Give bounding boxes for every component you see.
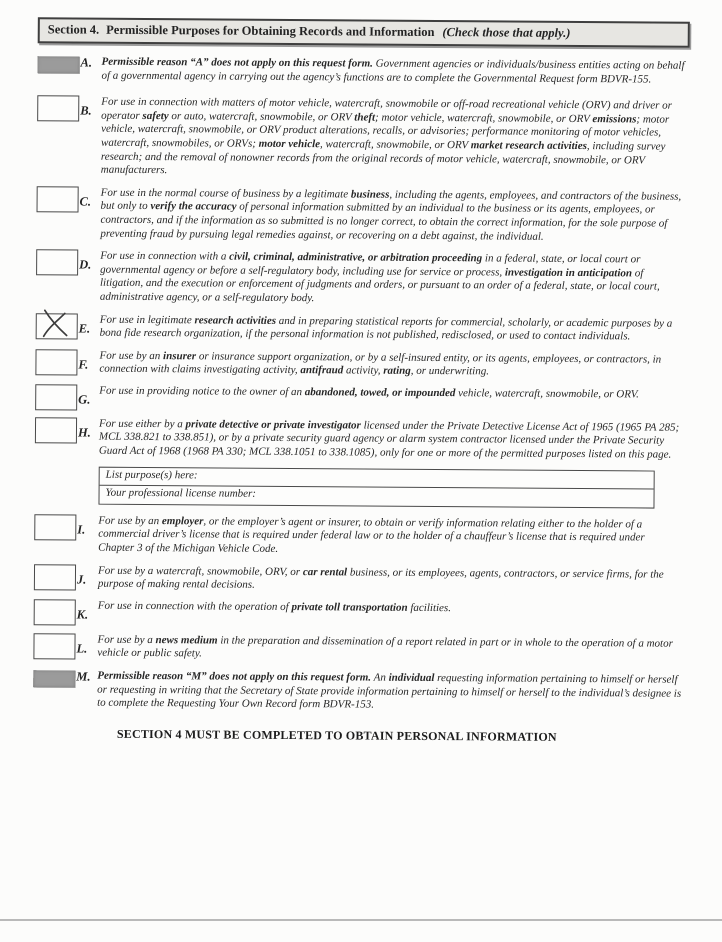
checkbox-a <box>37 56 79 73</box>
item-d-checkbox-col <box>36 249 100 275</box>
item-l-letter: L. <box>76 641 88 656</box>
item-k-checkbox-col <box>34 599 98 625</box>
item-c-checkbox-col <box>37 186 101 212</box>
item-b-text: For use in connection with matters of motor vehicle, watercraft, snowmobile or off-road recreational vehicle (ORV) and driver or operator safety or auto, watercraft, snowmobile, or ORV theft; motor vehicle, watercraft, snowmobile, or ORV emissions; motor vehicle, watercraft, snowmobile, or ORV product alterations, recalls, or advisories; performance monitoring of motor vehicles, watercraft, snowmobiles, or ORVs; motor vehicle, watercraft, snowmobile, or ORV market research activities, including survey research; and the removal of nonowner records from the original records of motor vehicle, watercraft, snowmobile, or ORV manufacturers. <box>100 95 673 177</box>
item-f <box>35 349 683 381</box>
item-j-text: For use by a watercraft, snowmobile, ORV, or car rental business, or its employees, agents, contractors, or service firms, for the purpose of making rental decisions. <box>97 564 664 591</box>
item-f-text: For use by an insurer or insurance support organization, or by a self-insured entity, or its agents, employees, or contractors, in connection with claims investigating activity, antifraud activity, rating, or underwriting. <box>99 349 662 378</box>
section-header <box>38 17 690 48</box>
section-title: Permissible Purposes for Obtaining Records and Information <box>106 22 435 40</box>
item-e-checkbox-col <box>36 313 100 339</box>
checkbox-h[interactable] <box>35 417 77 443</box>
license-number-label: Your professional license number: <box>105 486 257 501</box>
item-f-checkbox-col <box>35 349 99 375</box>
item-h-body <box>98 418 683 509</box>
item-e-letter: E. <box>78 321 91 336</box>
item-g-checkbox-col <box>35 384 99 410</box>
item-k-text: For use in connection with the operation of private toll transportation facilities. <box>97 599 452 614</box>
license-number-input[interactable] <box>99 485 653 507</box>
purpose-box <box>98 466 654 508</box>
section-label: Section 4. <box>47 22 100 37</box>
item-a-checkbox-col <box>37 55 101 73</box>
item-j-checkbox-col <box>34 564 98 590</box>
item-c <box>36 186 684 245</box>
checkbox-l[interactable] <box>33 633 75 659</box>
purpose-input-label: List purpose(s) here: <box>105 468 198 482</box>
item-m-text: Permissible reason “M” does not apply on this request form. An individual requesting information pertaining to himself or herself or requesting in writing that the Secretary of State provide information pertaining to himself or herself to the individual’s designee is to complete the Requesting Your Own Record form BDVR-153. <box>97 669 682 711</box>
item-k <box>34 599 682 630</box>
item-l-checkbox-col <box>33 633 97 659</box>
item-h-letter: H. <box>77 425 91 440</box>
item-b-checkbox-col <box>37 95 101 121</box>
item-j <box>34 564 682 596</box>
checkbox-m <box>33 670 75 687</box>
checkbox-i[interactable] <box>34 514 76 540</box>
item-i-letter: I. <box>77 522 86 537</box>
item-a <box>37 55 685 87</box>
item-b <box>37 95 686 181</box>
item-h-text: For use either by a private detective or private investigator licensed under the Private Detective License Act of 1965 (1965 PA 285; MCL 338.821 to 338.851), or by a private security guard agency or alarm system contractor licensed under the Private Security Guard Act of 1968 (1968 PA 330; MCL 338.1051 to 338.1085), only for one or more of the permitted purposes listed on this page. <box>98 417 680 461</box>
item-m-letter: M. <box>76 669 91 684</box>
checkbox-g[interactable] <box>35 384 77 410</box>
item-l-text: For use by a news medium in the preparation and dissemination of a report related in part or in whole to the operation of a motor vehicle or public safety. <box>97 633 673 660</box>
item-d <box>36 249 684 308</box>
checkbox-b[interactable] <box>37 95 79 121</box>
checkbox-f[interactable] <box>35 349 77 375</box>
checkbox-d[interactable] <box>36 249 78 275</box>
item-g-text: For use in providing notice to the owner of an abandoned, towed, or impounded vehicle, watercraft, snowmobile, or ORV. <box>99 384 639 401</box>
item-e <box>36 313 684 345</box>
item-i <box>34 514 682 559</box>
footer-notice: SECTION 4 MUST BE COMPLETED TO OBTAIN PERSONAL INFORMATION <box>116 726 557 744</box>
item-g-letter: G. <box>78 392 91 407</box>
checkbox-e[interactable] <box>36 313 78 339</box>
handwritten-x-mark-icon <box>37 314 75 336</box>
item-d-letter: D. <box>79 257 92 272</box>
checkbox-j[interactable] <box>34 564 76 590</box>
checkbox-k[interactable] <box>34 599 76 625</box>
item-m-checkbox-col <box>33 669 97 687</box>
item-c-text: For use in the normal course of business by a legitimate business, including the agents, employees, and contractors of the business, but only to verify the accuracy of personal information submitted by an individual to the business or its agents, employees, or contractors, and if the information as so submitted is no longer correct, to obtain the correct information, for the sole purpose of preventing fraud by pursuing legal remedies against, or recovering on a debt against, the individual. <box>100 186 682 243</box>
item-c-letter: C. <box>79 194 92 209</box>
item-a-text: Permissible reason “A” does not apply on this request form. Government agencies or individuals/business entities acting on behalf of a governmental agency in carrying out the agency’s functions are to complete the Governmental Request form BDVR-155. <box>101 55 685 86</box>
item-f-letter: F. <box>78 357 89 372</box>
item-h-checkbox-col <box>35 417 99 443</box>
item-a-letter: A. <box>80 55 93 70</box>
scan-edge-line <box>0 919 722 921</box>
item-g <box>35 384 683 415</box>
item-d-text: For use in connection with a civil, criminal, administrative, or arbitration proceeding in a federal, state, or local court or governmental agency or before a self-regulatory body, including use for service or process, investigation in anticipation of litigation, and the execution or enforcement of judgments and orders, or pursuant to an order of a federal, state, or local court, administrative agency, or a self-regulatory body. <box>99 249 660 305</box>
item-l <box>33 633 681 665</box>
item-b-letter: B. <box>80 103 92 118</box>
item-i-checkbox-col <box>34 514 98 540</box>
item-j-letter: J. <box>76 572 87 587</box>
item-e-text: For use in legitimate research activities and in preparing statistical reports for commercial, scholarly, or academic purposes by a bona fide research organization, if the personal information is not published, redisclosed, or used to contact individuals. <box>99 313 673 343</box>
item-i-text: For use by an employer, or the employer’s agent or insurer, to obtain or verify information relating either to the holder of a commercial driver’s license that is required under federal law or to the holder of a chauffeur’s license that is required under Chapter 3 of the Michigan Vehicle Code. <box>98 514 645 555</box>
section-note: (Check those that apply.) <box>442 25 571 40</box>
checkbox-c[interactable] <box>37 186 79 212</box>
item-m <box>33 669 681 714</box>
item-k-letter: K. <box>76 607 89 622</box>
item-h <box>34 417 683 508</box>
